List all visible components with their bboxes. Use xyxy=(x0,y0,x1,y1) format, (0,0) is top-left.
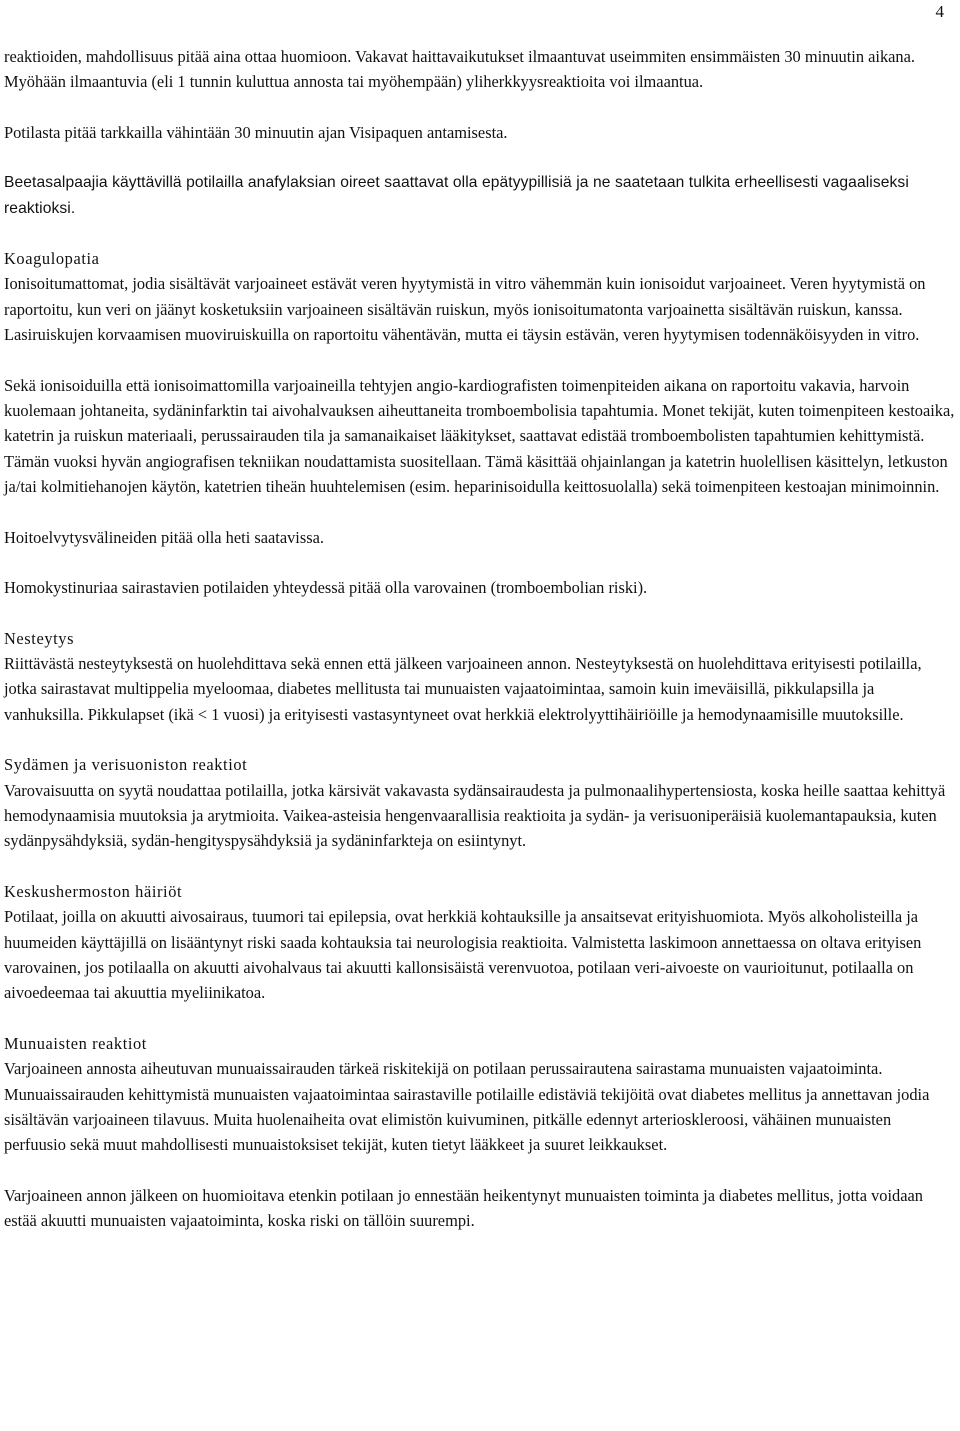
section-heading: Koagulopatia xyxy=(4,249,100,269)
page-number: 4 xyxy=(935,2,944,21)
text-block-observation xyxy=(4,120,956,145)
paragraph: Riittävästä nesteytyksestä on huolehdittava sekä ennen että jälkeen varjoaineen annon. Nesteytyksestä on huolehdittava erityisesti potilailla, jotka sairastavat multippelia myeloomaa, diabetes mellitusta tai munuaisten vajaatoimintaa, samoin kuin imeväisillä, pikkulapsilla ja vanhuksilla. Pikkulapset (ikä < 1 vuosi) ja erityisesti vastasyntyneet ovat herkkiä elektrolyyttihäiriöille ja hemodynaamisille muutoksille. xyxy=(4,653,922,724)
section-cardiovascular xyxy=(4,752,956,854)
section-heading: Keskushermoston häiriöt xyxy=(4,881,183,901)
document-body xyxy=(4,44,956,1259)
section-hydration xyxy=(4,626,956,728)
paragraph: Varjoaineen annon jälkeen on huomioitava etenkin potilaan jo ennestään heikentynyt munuaisten toiminta ja diabetes mellitus, jotta voidaan estää akuutti munuaisten vajaatoiminta, koska riski on tällöin suurempi. xyxy=(4,1185,923,1231)
paragraph: Varovaisuutta on syytä noudattaa potilailla, jotka kärsivät vakavasta sydänsairaudesta ja pulmonaalihypertensiosta, koska heille saattaa kehittyä hemodynaamisia muutoksia ja arytmioita. Vaikea-asteisia hengenvaarallisia reaktioita ja sydän- ja verisuoniperäisiä kuolemantapauksia, kuten sydänpysähdyksiä, sydän-hengityspysähdyksiä ja sydäninfarkteja on esiintynyt. xyxy=(4,780,946,851)
paragraph: Hoitoelvytysvälineiden pitää olla heti saatavissa. xyxy=(4,527,324,547)
text-block-thromboembolic xyxy=(4,373,956,500)
paragraph: Ionisoitumattomat, jodia sisältävät varjoaineet estävät veren hyytymistä in vitro vähemmän kuin ionisoidut varjoaineet. Veren hyytymistä on raportoitu, kun veri on jäänyt kosketuksiin varjoaineen sisältävän ruiskun, myös ionisoitumatonta varjoainetta sisältävän ruiskun, kanssa. Lasiruiskujen korvaamisen muoviruiskuilla on raportoitu vähentävän, mutta ei täysin estävän, veren hyytymisen todennäköisyyden in vitro. xyxy=(4,274,926,345)
text-block-anaphylaxis-intro xyxy=(4,44,956,95)
paragraph: Homokystinuriaa sairastavien potilaiden yhteydessä pitää olla varovainen (tromboembolian riski). xyxy=(4,578,648,598)
text-block-renal-followup xyxy=(4,1183,956,1234)
section-heading: Sydämen ja verisuoniston reaktiot xyxy=(4,755,248,775)
section-heading: Munuaisten reaktiot xyxy=(4,1033,147,1053)
text-block-resuscitation xyxy=(4,525,956,550)
paragraph: Potilaat, joilla on akuutti aivosairaus, tuumori tai epilepsia, ovat herkkiä kohtauksille ja ansaitsevat erityishuomiota. Myös alkoholisteilla ja huumeiden käyttäjillä on lisääntynyt riski saada kohtauksia tai neurologisia reaktioita. Valmistetta laskimoon annettaessa on oltava erityisen varovainen, jos potilaalla on akuutti aivohalvaus tai akuutti kallonsisäistä verenvuotoa, potilaan veri-aivoeste on vaurioitunut, potilaalla on aivoedeemaa tai akuuttia myeliinikatoa. xyxy=(4,907,922,1003)
paragraph: Varjoaineen annosta aiheutuvan munuaissairauden tärkeä riskitekijä on potilaan perussairautena sairastama munuaisten vajaatoiminta. Munuaissairauden kehittymistä munuaisten vajaatoimintaa sairastaville potilaille edistäviä tekijöitä ovat diabetes mellitus ja annettavan jodia sisältävän varjoaineen tilavuus. Muita huolenaiheita ovat elimistön kuivuminen, pitkälle edennyt arterioskleroosi, vähäinen munuaisten perfuusio sekä muut mahdollisesti munuaistoksiset tekijät, kuten tietyt lääkkeet ja suuret leikkaukset. xyxy=(4,1059,930,1155)
text-block-homocystinuria xyxy=(4,575,956,600)
text-block-beta-blockers xyxy=(4,170,956,221)
section-renal xyxy=(4,1031,956,1158)
paragraph: Sekä ionisoiduilla että ionisoimattomilla varjoaineilla tehtyjen angio-kardiografisten toimenpiteiden aikana on raportoitu vakavia, harvoin kuolemaan johtaneita, sydäninfarktin tai aivohalvauksen aiheuttaneita tromboembolisia tapahtumia. Monet tekijät, kuten toimenpiteen kestoaika, katetrin ja ruiskun materiaali, perussairauden tila ja samanaikaiset lääkitykset, saattavat edistää tromboembolisten tapahtumien kehittymistä. Tämän vuoksi hyvän angiografisen tekniikan noudattamista suositellaan. Tämä käsittää ohjainlangan ja katetrin huolellisen käsittelyn, letkuston ja/tai kolmitiehanojen käytön, katetrien tiheän huuhtelemisen (esim. heparinisoidulla keittosuolalla) sekä toimenpiteen kestoajan minimoinnin. xyxy=(4,375,955,497)
paragraph: Beetasalpaajia käyttävillä potilailla anafylaksian oireet saattavat olla epätyypillisiä ja ne saatetaan tulkita erheellisesti vagaaliseksi reaktioksi. xyxy=(4,174,909,217)
paragraph: reaktioiden, mahdollisuus pitää aina ottaa huomioon. Vakavat haittavaikutukset ilmaantuvat useimmiten ensimmäisten 30 minuutin aikana. Myöhään ilmaantuvia (eli 1 tunnin kuluttua annosta tai myöhempään) yliherkkyysreaktioita voi ilmaantua. xyxy=(4,47,915,92)
section-coagulopathy xyxy=(4,246,956,348)
section-heading: Nesteytys xyxy=(4,628,75,648)
section-cns xyxy=(4,879,956,1006)
paragraph: Potilasta pitää tarkkailla vähintään 30 minuutin ajan Visipaquen antamisesta. xyxy=(4,122,508,142)
document-page xyxy=(4,0,956,1431)
